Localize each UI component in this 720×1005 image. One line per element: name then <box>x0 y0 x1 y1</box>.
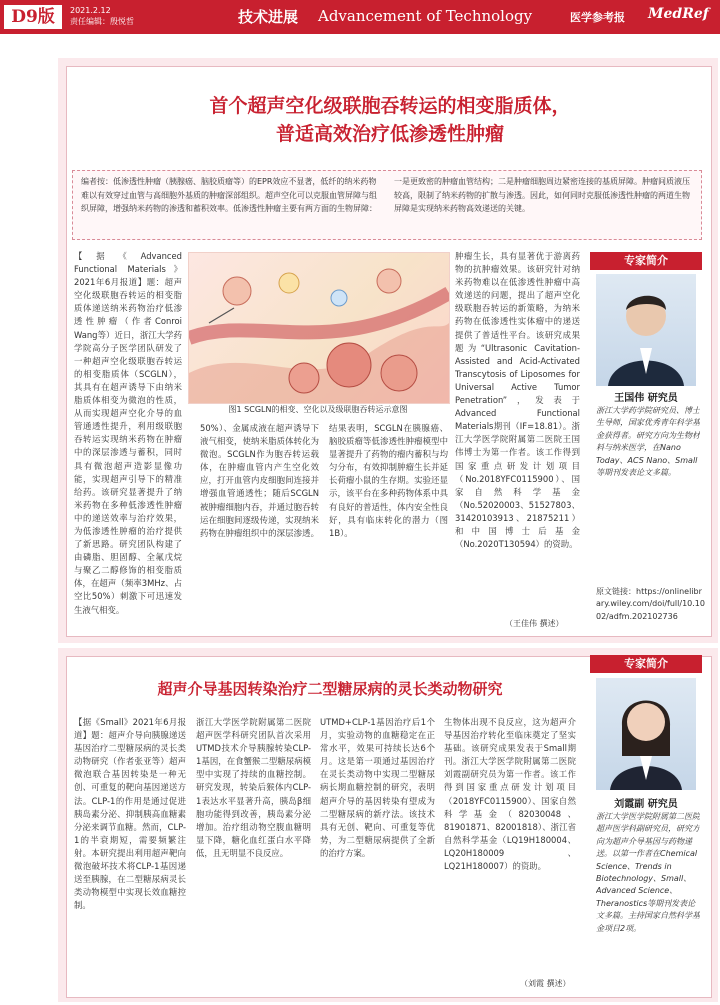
article1-expert-label: 专家简介 <box>590 252 702 270</box>
article1-author: （王佳伟 撰述） <box>505 619 564 628</box>
article1-right-column: 肿瘤生长，具有显著优于游离药物的抗肿瘤效果。该研究针对纳米药物难以在低渗透性肿瘤中高效递送的问题，提出了超声空化级联胞吞转运的新策略，为纳米药物在低渗透性实体瘤中的递送提供了普适性平台。该研究成果题为“Ultrasonic Cavitation-Assisted and Acid-Activated Transcytosis of Liposomes for Universal Active Tumor Penetration”，发表于Advanced Functional Materials期刊（IF=18.81）。浙江大学医学院附属第二医院王国伟博士为第一作者。该工作得到国家重点研发计划项目（No.2018YFC0115900）、国家自然科学基金（No.52020003、51527803、31420103913、21875211）和中国博士后基金（No.2020T130594）的资助。 <box>455 251 580 550</box>
article1-original-link <box>596 586 706 623</box>
section-title-cn: 技术进展 <box>238 8 299 26</box>
article1-title-line1: 首个超声空化级联胞吞转运的相变脂质体， <box>209 95 571 117</box>
liposome-diagram <box>189 253 449 403</box>
article2-expert-label: 专家简介 <box>590 655 702 673</box>
face-shape <box>627 703 665 741</box>
section-title-en: Advancement of Technology <box>318 7 533 25</box>
liposome-icon <box>223 277 251 305</box>
article1-title <box>90 92 690 148</box>
article1-middle-column: 50%）、金属成液在超声诱导下液气相变，使纳米脂质体转化为微泡。SCGLN作为胞吞转运载体，在肿瘤血管内产生空化效应，打开血管内皮细胞间连接并增强血管通透性；随后SCGLN被肿瘤细胞内吞，并通过胞吞转运在细胞间逐级传递，实现纳米药物在肿瘤组织中的深层渗透。结果表明，SCGLN在胰腺癌、脑胶质瘤等低渗透性肿瘤模型中显著提升了药物的瘤内蓄积与均匀分布，有效抑制肿瘤生长并延长荷瘤小鼠的生存期。实验还显示，该平台在多种药物体系中具有良好的普适性，体内安全性良好，具有临床转化的潜力（图1B）。 <box>200 423 448 538</box>
liposome-icon <box>377 269 401 293</box>
editor-line: 责任编辑：殷悦哲 <box>70 17 134 26</box>
article2-column-1: 【据《Small》2021年6月报道】题：超声介导向胰腺递送基因治疗二型糖尿病的灵长类动物研究（作者张亚等）超声微泡联合基因转染是一种无创、可重复的靶向基因递送方法。CLP-1的作用是通过促进胰岛素分泌、抑制胰高血糖素分泌来调节血糖。然而，CLP-1的半衰期短，需要频繁注射。本研究提出利用超声靶向微泡破坏技术将CLP-1基因递送至胰腺，在二型糖尿病灵长类动物模型中实现长效血糖控制。 <box>74 717 186 911</box>
article1-figure <box>188 252 450 404</box>
drug-particle-icon <box>331 290 347 306</box>
tumor-cell-icon <box>289 363 319 393</box>
expert2-name: 刘霞副 研究员 <box>614 799 678 810</box>
article1-editor-note: 编者按：低渗透性肿瘤（胰腺癌、脑胶质瘤等）的EPR效应不显著，低纤的纳米药物难以有效穿过血管与高细胞外基质的肿瘤深部组织。超声空化可以克服血管屏障与组织屏障，增强纳米药物的渗透和蓄积效率。低渗透性肿瘤主要有两方面的生物屏障：一是更致密的肿瘤血管结构；二是肿瘤细胞周边紧密连接的基质屏障。肿瘤间质液压较高，限制了纳米药物的扩散与渗透。因此，如何同时克服低渗透性肿瘤的两道生物屏障是实现纳米药物高效递送的关键。 <box>72 170 702 240</box>
expert1-avatar <box>596 274 696 386</box>
brand-logo: MedRef <box>648 6 709 22</box>
tumor-cell-icon <box>327 343 371 387</box>
article1-figure-caption: 图1 SCGLN的相变、空化以及级联胞吞转运示意图 <box>228 405 408 414</box>
tumor-cell-icon <box>381 355 417 391</box>
article2-title: 超声介导基因转染治疗二型糖尿病的灵长类动物研究 <box>157 680 503 698</box>
article1-left-column: 【据《Advanced Functional Materials》2021年6月报道】题：超声空化级联胞吞转运的相变脂质体递送纳米药物治疗低渗透性肿瘤（作者Conroi Wang等）近日，浙江大学药学院高分子医学团队研发了一种超声空化级联胞吞转运的相变脂质体（SCGLN），其具有在超声诱导下由纳米脂质体相变为微泡的性质，从而实现超声空化介导的血管通透性提升，利用级联胞吞转运实现纳米药物在肿瘤中的深层渗透与蓄积，同时具有微泡超声造影显像功能，实现超声引导下的精准给药。该研究显著提升了纳米药物在多种低渗透性肿瘤中的递送效率与治疗效果，为低渗透性肿瘤的治疗提供了新思路。研究团队构建了由磷脂、胆固醇、全氟戊烷与聚乙二醇修饰的相变脂质体，在超声（频率3MHz、占空比50%）刺激下可迅速发生液气相变。 <box>74 251 182 615</box>
issue-date <box>70 5 134 27</box>
expert2-avatar <box>596 678 696 790</box>
expert1-photo <box>596 274 696 386</box>
original-link-label: 原文链接： <box>596 587 636 596</box>
article2-author: （刘霞 撰述） <box>520 979 571 988</box>
article1-title-line2: 普适高效治疗低渗透性肿瘤 <box>275 123 504 145</box>
issue-date-value: 2021.2.12 <box>70 6 111 15</box>
expert2-bio: 浙江大学医学院附属第二医院超声医学科副研究员，研究方向为超声介导基因与药物递送。以第一作者在Chemical Science、Trends in Biotechnology、Small、Advanced Science、Theranostics等期刊发表论文多篇。主持国家自然科学基金项目2项。 <box>596 812 700 933</box>
article2-column-3: UTMD+CLP-1基因治疗后1个月，实验动物的血糖稳定在正常水平，效果可持续长达6个月。这是第一项通过基因治疗在灵长类动物中实现二型糖尿病长期血糖控制的研究，表明超声介导的基因转染有望成为二型糖尿病的新疗法。该技术具有无创、靶向、可重复等优势，为二型糖尿病提供了全新的治疗方案。 <box>320 717 435 858</box>
edition-label: D9版 <box>4 5 62 29</box>
article2-column-2: 浙江大学医学院附属第二医院超声医学科研究团队首次采用UTMD技术介导胰腺转染CLP-1基因，在食蟹猴二型糖尿病模型中实现了持续的血糖控制。研究发现，转染后猴体内CLP-1表达水平显著升高，胰岛β细胞功能得到改善，胰岛素分泌增加。治疗组动物空腹血糖明显下降，糖化血红蛋白水平降低，且无明显不良反应。 <box>196 717 311 858</box>
article2-column-4: 生物体出现不良反应，这为超声介导基因治疗转化至临床奠定了坚实基础。该研究成果发表于Small期刊。浙江大学医学院附属第二医院刘霞副研究员为第一作者。该工作得到国家重点研发计划项目（2018YFC0115900）、国家自然科学基金（82030048、81901871、82001818）、浙江省自然科学基金（LQ19H180004、LQ20H180009、LQ21H180007）的资助。 <box>444 717 576 872</box>
microbubble-icon <box>279 273 299 293</box>
ultrasound-arrow-icon <box>209 308 234 323</box>
original-link-url[interactable]: https://onlinelibrary.wiley.com/doi/full/10.1002/adfm.202102736 <box>596 587 705 621</box>
page-header <box>0 0 720 34</box>
expert2-photo <box>596 678 696 790</box>
publication-name: 医学参考报 <box>570 11 625 24</box>
expert1-bio: 浙江大学药学院研究员、博士生导师，国家优秀青年科学基金获得者。研究方向为生物材料与纳米医学，在Nano Today、ACS Nano、Small等期刊发表论文多篇。 <box>596 406 700 478</box>
expert1-name: 王国伟 研究员 <box>614 393 678 404</box>
